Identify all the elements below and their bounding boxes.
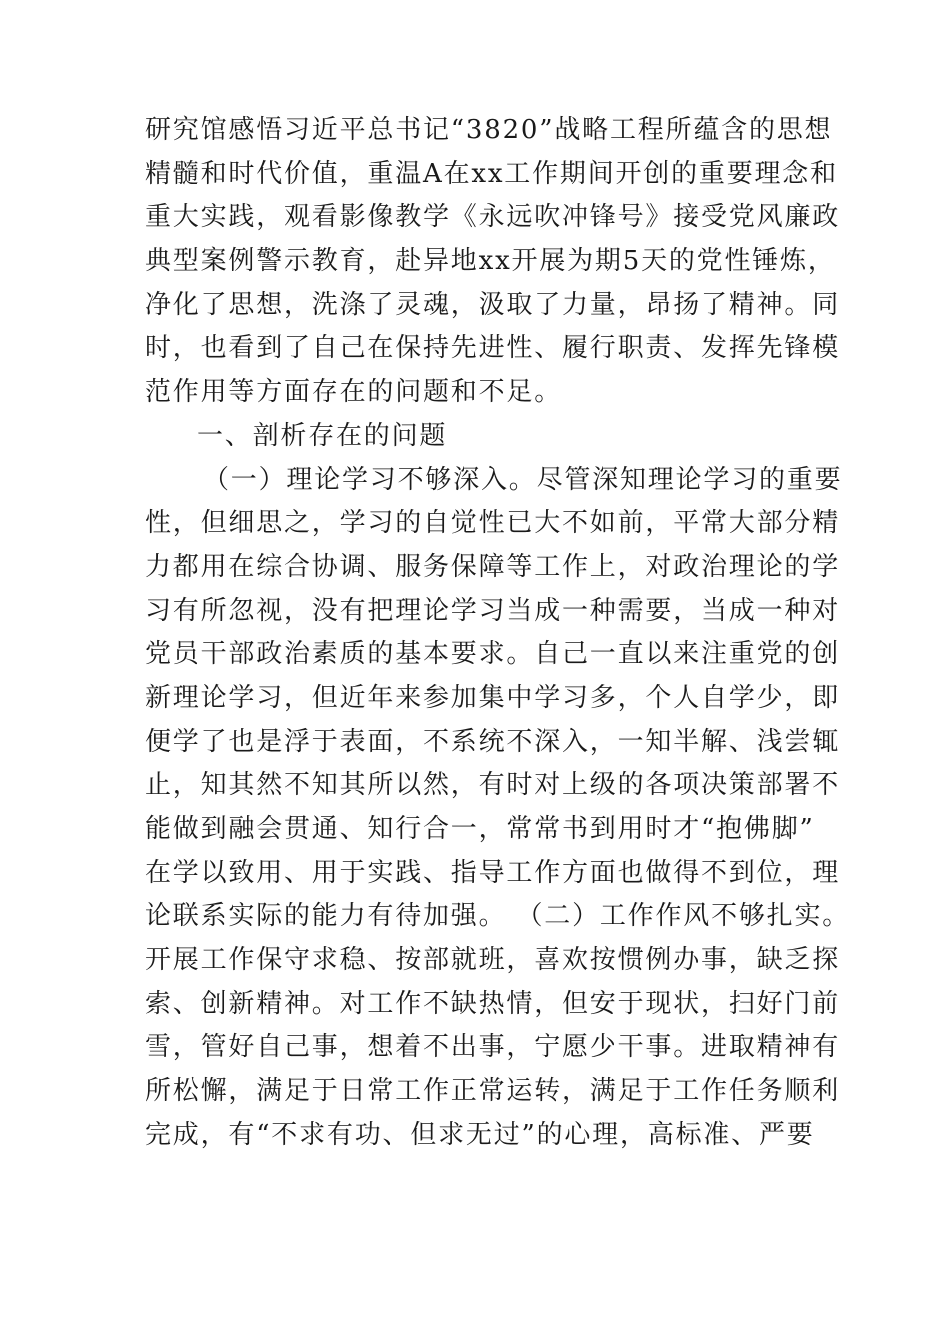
- body-text: [145, 109, 851, 1158]
- text-line: 净化了思想，洗涤了灵魂，汲取了力量，昂扬了精神。同: [145, 289, 841, 320]
- text-line: 论联系实际的能力有待加强。 （二）工作作风不够扎实。: [145, 901, 851, 932]
- text-line: 止，知其然不知其所以然，有时对上级的各项决策部署不: [145, 770, 841, 801]
- text-line: 党员干部政治素质的基本要求。自己一直以来注重党的创: [145, 639, 841, 670]
- text-line: 时，也看到了自己在保持先进性、履行职责、发挥先锋模: [145, 333, 841, 364]
- section-heading: 一、剖析存在的问题: [197, 420, 448, 451]
- text-line: 性，但细思之，学习的自觉性已大不如前，平常大部分精: [145, 508, 841, 539]
- text-line: 在学以致用、用于实践、指导工作方面也做得不到位，理: [145, 857, 841, 888]
- text-line: 新理论学习，但近年来参加集中学习多，个人自学少，即: [145, 682, 841, 713]
- text-line: 所松懈，满足于日常工作正常运转，满足于工作任务顺利: [145, 1076, 841, 1107]
- text-line: 便学了也是浮于表面，不系统不深入，一知半解、浅尝辄: [145, 726, 841, 757]
- text-line: 雪，管好自己事，想着不出事，宁愿少干事。进取精神有: [145, 1032, 841, 1063]
- text-line: 范作用等方面存在的问题和不足。: [145, 377, 563, 408]
- text-line: 精髓和时代价值，重温A在xx工作期间开创的重要理念和: [145, 158, 838, 189]
- text-line: 重大实践，观看影像教学《永远吹冲锋号》接受党风廉政: [145, 202, 841, 233]
- text-line: 力都用在综合协调、服务保障等工作上，对政治理论的学: [145, 551, 841, 582]
- text-line: 典型案例警示教育，赴异地xx开展为期5天的党性锤炼，: [145, 246, 836, 277]
- text-line: 习有所忽视，没有把理论学习当成一种需要，当成一种对: [145, 595, 841, 626]
- text-line: 索、创新精神。对工作不缺热情，但安于现状，扫好门前: [145, 988, 841, 1019]
- text-line: 开展工作保守求稳、按部就班，喜欢按惯例办事，缺乏探: [145, 945, 841, 976]
- text-line: 能做到融会贯通、知行合一，常常书到用时才“抱佛脚”: [145, 814, 815, 844]
- text-line: 完成，有“不求有功、但求无过”的心理，高标准、严要: [145, 1119, 815, 1150]
- subsection-heading-line: （一）理论学习不够深入。尽管深知理论学习的重要: [203, 464, 843, 495]
- text-line: 研究馆感悟习近平总书记“3820”战略工程所蕴含的思想: [145, 115, 833, 145]
